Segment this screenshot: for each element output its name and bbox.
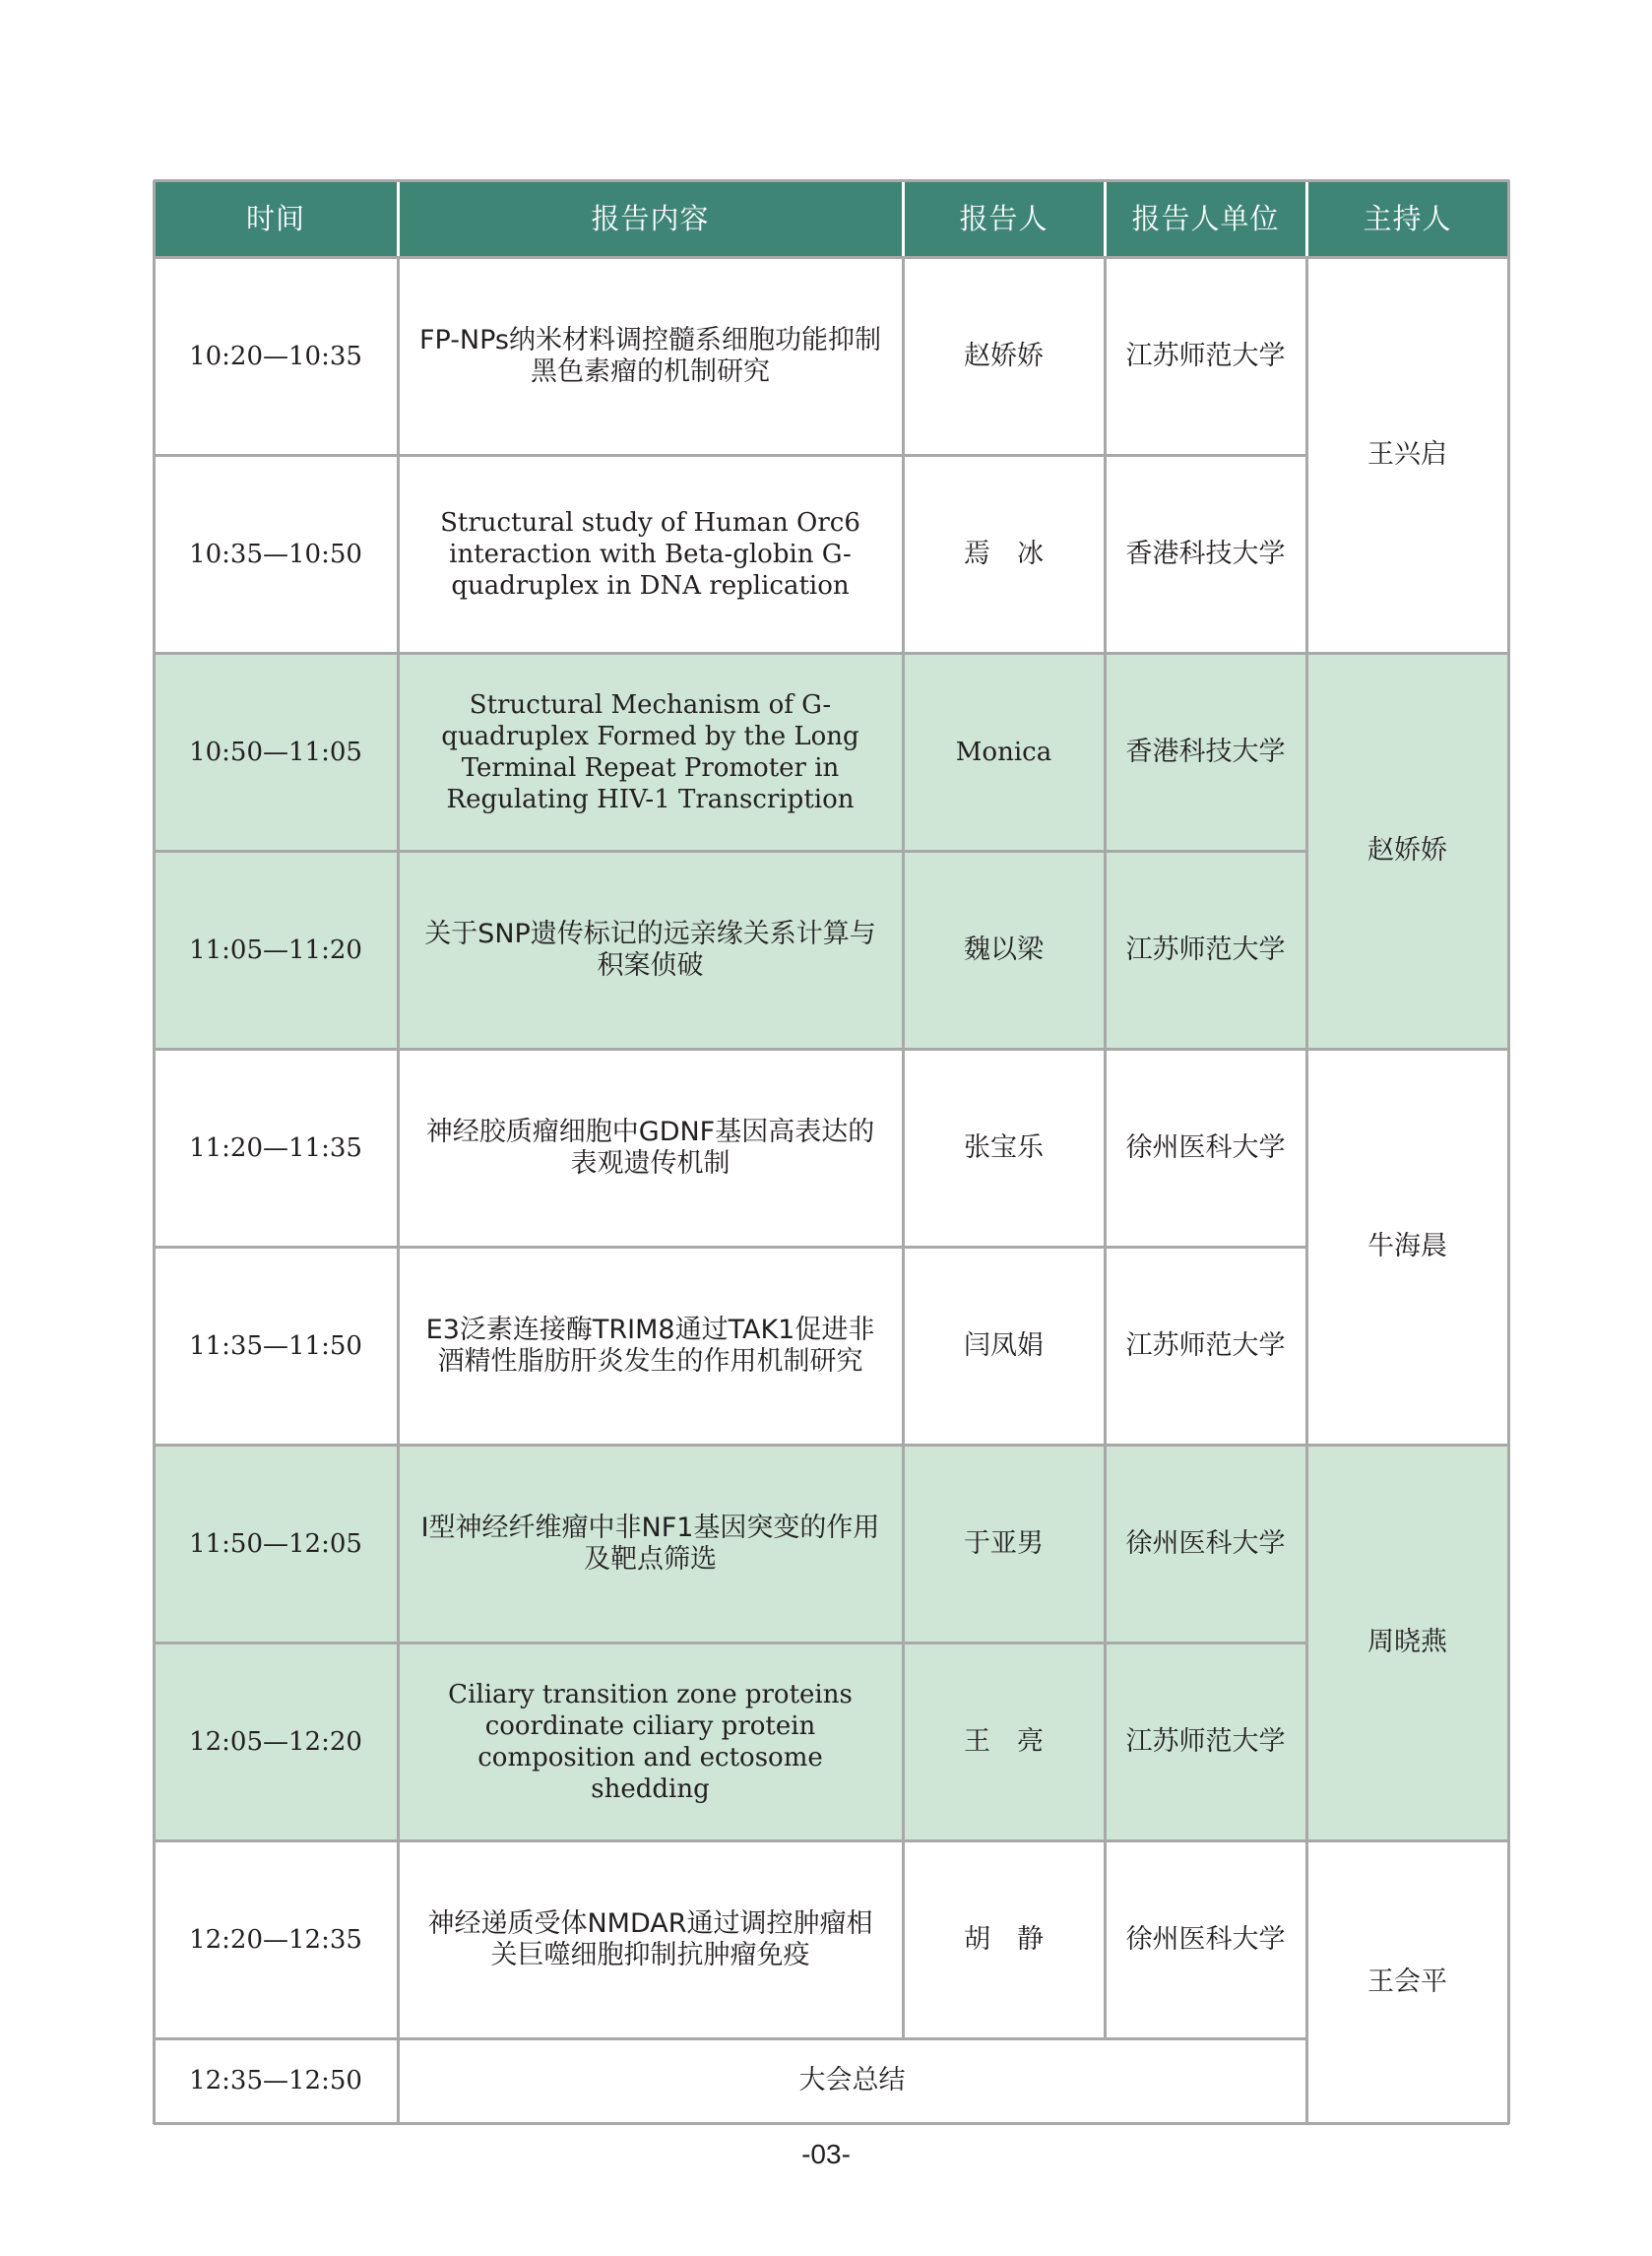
speaker-cell: 胡 静 (964, 1923, 1044, 1955)
row-divider (154, 1246, 1306, 1249)
affiliation-cell: 徐州医科大学 (1125, 1527, 1286, 1559)
affiliation-cell: 香港科技大学 (1125, 538, 1286, 569)
table-border-bottom (154, 2122, 1509, 2125)
speaker-cell: 赵娇娇 (964, 340, 1044, 371)
row-divider (154, 1444, 1508, 1447)
row-divider (154, 850, 1306, 853)
closing-summary-cell: 大会总结 (798, 2065, 906, 2095)
time-cell: 12:05—12:20 (189, 1726, 362, 1757)
report-title-cell: E3泛素连接酶TRIM8通过TAK1促进非酒精性脂肪肝炎发生的作用机制研究 (425, 1314, 875, 1377)
host-cell: 王会平 (1367, 1966, 1447, 1997)
speaker-cell: 王 亮 (964, 1725, 1044, 1757)
column-divider (1305, 257, 1308, 2123)
time-cell: 11:05—11:20 (189, 935, 362, 965)
row-divider (154, 1642, 1306, 1644)
header-divider (1305, 180, 1308, 257)
speaker-cell: 于亚男 (964, 1527, 1044, 1559)
report-title-cell: I型神经纤维瘤中非NF1基因突变的作用及靶点筛选 (420, 1512, 880, 1575)
time-cell: 12:20—12:35 (189, 1924, 362, 1955)
header-content: 报告内容 (591, 202, 710, 235)
time-cell: 10:35—10:50 (189, 539, 362, 569)
report-title-cell: 神经胶质瘤细胞中GDNF基因高表达的表观遗传机制 (425, 1116, 875, 1179)
speaker-cell: 闫凤娟 (964, 1329, 1044, 1361)
header-affiliation: 报告人单位 (1131, 202, 1280, 235)
table-border-right (1507, 180, 1510, 2124)
column-divider (397, 257, 400, 2123)
report-title-cell: Ciliary transition zone proteins coordinate ciliary protein composition and ectosome shedding (448, 1679, 853, 1804)
report-title-cell: FP-NPs纳米材料调控髓系细胞功能抑制黑色素瘤的机制研究 (418, 324, 882, 387)
time-cell: 11:35—11:50 (189, 1330, 362, 1361)
report-title-cell: 神经递质受体NMDAR通过调控肿瘤相关巨噬细胞抑制抗肿瘤免疫 (427, 1907, 873, 1970)
page-number: -03- (801, 2139, 851, 2169)
affiliation-cell: 徐州医科大学 (1125, 1131, 1286, 1163)
table-border-top (154, 179, 1509, 182)
report-title-cell: Structural Mechanism of G-quadruplex Formed by the Long Terminal Repeat Promoter in Regulating HIV-1 Transcription (441, 689, 859, 814)
row-divider (154, 454, 1306, 457)
column-divider (1104, 257, 1107, 2038)
host-cell: 王兴启 (1367, 439, 1447, 470)
host-cell: 周晓燕 (1367, 1627, 1447, 1657)
header-host: 主持人 (1363, 202, 1452, 235)
header-speaker: 报告人 (959, 202, 1048, 235)
speaker-cell: 魏以梁 (964, 934, 1044, 965)
header-divider (1104, 180, 1107, 257)
closing-time-cell: 12:35—12:50 (189, 2066, 362, 2095)
header-divider (397, 180, 400, 257)
host-cell: 赵娇娇 (1367, 835, 1447, 866)
affiliation-cell: 江苏师范大学 (1125, 340, 1286, 371)
speaker-cell: 张宝乐 (964, 1131, 1044, 1163)
row-divider (154, 1839, 1508, 1842)
speaker-cell: Monica (955, 737, 1052, 767)
time-cell: 10:20—10:35 (189, 341, 362, 371)
host-cell: 牛海晨 (1367, 1231, 1447, 1261)
header-time: 时间 (245, 202, 305, 235)
affiliation-cell: 徐州医科大学 (1125, 1923, 1286, 1955)
affiliation-cell: 江苏师范大学 (1125, 934, 1286, 965)
row-divider (154, 652, 1508, 655)
column-divider (902, 257, 905, 2038)
report-title-cell: 关于SNP遗传标记的远亲缘关系计算与积案侦破 (424, 918, 876, 981)
table-border-left (153, 180, 156, 2124)
report-title-cell: Structural study of Human Orc6 interaction with Beta-globin G-quadruplex in DNA replication (440, 507, 860, 601)
row-divider (154, 2037, 1306, 2040)
time-cell: 11:20—11:35 (189, 1132, 362, 1163)
header-divider (902, 180, 905, 257)
speaker-cell: 焉 冰 (964, 538, 1044, 569)
affiliation-cell: 江苏师范大学 (1125, 1329, 1286, 1361)
affiliation-cell: 香港科技大学 (1125, 736, 1286, 767)
affiliation-cell: 江苏师范大学 (1125, 1725, 1286, 1757)
time-cell: 11:50—12:05 (189, 1528, 362, 1559)
header-bottom-line (154, 256, 1509, 259)
time-cell: 10:50—11:05 (189, 737, 362, 767)
row-divider (154, 1048, 1508, 1051)
